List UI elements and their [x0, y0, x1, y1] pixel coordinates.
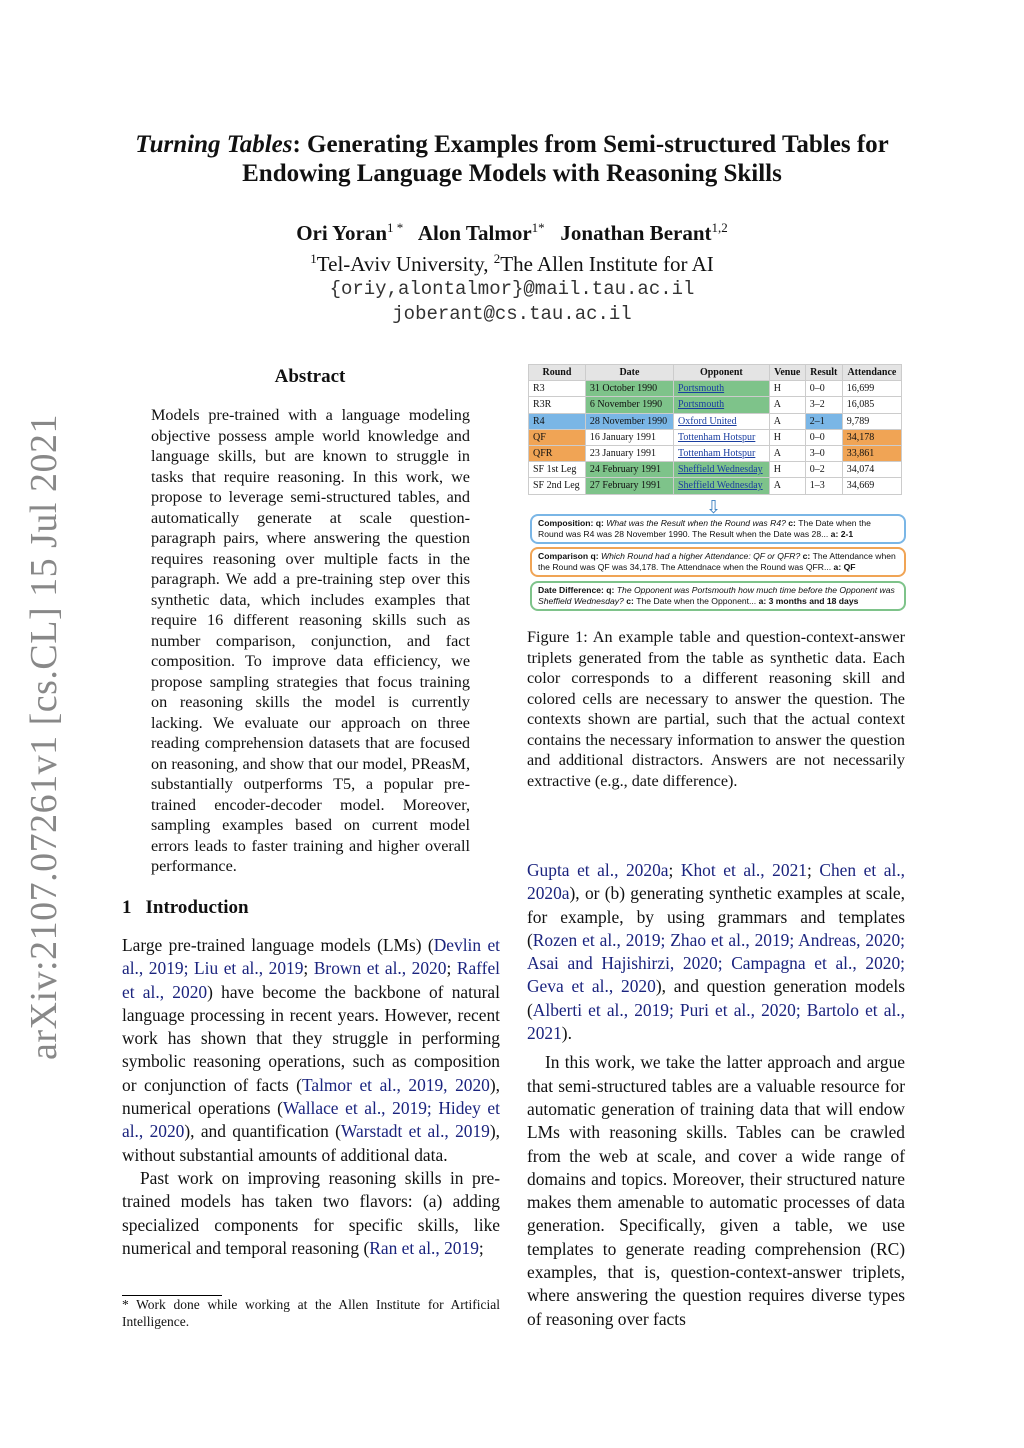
table-row [529, 397, 902, 413]
email-1[interactable]: {oriy,alontalmor}@mail.tau.ac.il [329, 278, 695, 300]
aff1-sup: 1 [310, 251, 317, 266]
affiliations [100, 246, 924, 277]
table-cell: 1–3 [805, 478, 842, 494]
table-header-cell: Attendance [842, 365, 901, 381]
table-cell: 3–2 [805, 397, 842, 413]
table-cell: 27 February 1991 [585, 478, 673, 494]
table-cell: H [769, 429, 805, 445]
table-cell: SF 1st Leg [529, 462, 586, 478]
table-cell: A [769, 397, 805, 413]
qbox-text: Comparison [538, 551, 589, 561]
table-cell: 34,074 [842, 462, 901, 478]
qbox-text: Which Round had a higher Attendance: QF or QFR? [601, 551, 801, 561]
aff1: Tel-Aviv University, [316, 252, 494, 276]
citation-link[interactable]: Khot et al., 2021 [680, 860, 807, 880]
table-cell: 9,789 [842, 413, 901, 429]
table-header-cell: Result [805, 365, 842, 381]
table-cell: R3R [529, 397, 586, 413]
table-cell: A [769, 413, 805, 429]
qbox-text: c: [623, 596, 637, 606]
author-3: Jonathan Berant [560, 221, 712, 245]
table-cell [674, 462, 770, 478]
down-arrow-icon: ⇩ [706, 497, 722, 518]
table-cell: 0–0 [805, 381, 842, 397]
figure-caption: Figure 1: An example table and question-context-answer triplets generated from the table as synthetic data. Each color corresponds to a different reasoning skill and colored cells are necessary to answer the question. The contexts shown are partial, such that the actual context contains the necessary information to answer the question and additional distractors. Answers are not necessarily extractive (e.g., date difference). [527, 628, 905, 790]
table-cell: 0–0 [805, 429, 842, 445]
section-number: 1 [122, 897, 132, 918]
table-cell: 0–2 [805, 462, 842, 478]
table-cell: SF 2nd Leg [529, 478, 586, 494]
citation-link[interactable]: Wallace et al., 2019; Hidey et al., 2020 [122, 1098, 500, 1142]
table-cell: 16,699 [842, 381, 901, 397]
aff2: The Allen Institute for AI [500, 252, 714, 276]
arxiv-identifier: arXiv:2107.07261v1 [cs.CL] 15 Jul 2021 [23, 414, 65, 1060]
title-rest: : Generating Examples from Semi-structured Tables for Endowing Language Models with Reasoning Skills [242, 131, 889, 187]
qbox-text: The Opponent was Portsmouth how much time before the Opponent was Sheffield Wednesday? [538, 585, 895, 606]
question-box [530, 514, 906, 544]
intro-paragraph-1: Large pre-trained language models (LMs) (Devlin et al., 2019; Liu et al., 2019; Brown et al., 2020; Raffel et al., 2020) have become the backbone of natural language processing in recent years. However, recent work has shown that they struggle in performing symbolic reasoning operations, such as composition or conjunction of facts (Talmor et al., 2019, 2020), numerical operations (Wallace et al., 2019; Hidey et al., 2020), and quantification (Warstadt et al., 2019), without substantial amounts of additional data. [122, 935, 501, 1165]
footnote: * Work done while working at the Allen Institute for Artificial Intelligence. [122, 1297, 500, 1329]
table-cell: 33,861 [842, 445, 901, 461]
table-cell: 3–0 [805, 445, 842, 461]
table-cell: 34,669 [842, 478, 901, 494]
table-cell: 16 January 1991 [585, 429, 673, 445]
qbox-text: The Date when the Round was R4 was 28 November 1990. The Result when the Date was 28... [538, 518, 871, 539]
section-heading [122, 897, 249, 919]
qbox-text: a: QF [833, 562, 856, 572]
question-box [530, 547, 906, 577]
col2-paragraph-1: Gupta et al., 2020a; Khot et al., 2021; Chen et al., 2020a), or (b) generating synthetic examples at scale, for example, by using grammars and templates (Rozen et al., 2019; Zhao et al., 2019; Andreas, 2020; Asai and Hajishirzi, 2020; Campagna et al., 2020; Geva et al., 2020), and question generation models (Alberti et al., 2019; Puri et al., 2020; Bartolo et al., 2021). [527, 860, 906, 1044]
abstract-heading: Abstract [274, 366, 346, 387]
qbox-text: What was the Result when the Round was R4? [606, 518, 786, 528]
opponent-link[interactable]: Tottenham Hotspur [678, 431, 756, 443]
qbox-text: a: 3 months and 18 days [758, 596, 859, 606]
paper-title [100, 130, 924, 188]
left-column-body [122, 934, 500, 1260]
qbox-text: c: [785, 518, 799, 528]
author-1-sup: 1 * [387, 220, 404, 235]
author-2-sup: 1* [531, 220, 545, 235]
author-1: Ori Yoran [296, 221, 388, 245]
citation-link[interactable]: Devlin et al., 2019; Liu et al., 2019 [122, 935, 500, 979]
citation-link[interactable]: Alberti et al., 2019; Puri et al., 2020; Bartolo et al., 2021 [527, 999, 905, 1044]
opponent-link[interactable]: Oxford United [678, 415, 737, 427]
section-title: Introduction [145, 897, 249, 918]
aff2-sup: 2 [493, 251, 501, 266]
table-header-cell: Opponent [674, 365, 770, 381]
table-cell: R4 [529, 413, 586, 429]
qbox-text: The Attendance when the Round was QF was 34,178. The Attendnace when the Round was QFR... [538, 551, 896, 572]
opponent-link[interactable]: Portsmouth [678, 383, 725, 395]
author-block [100, 215, 924, 327]
email-2[interactable]: joberant@cs.tau.ac.il [392, 303, 632, 325]
table-row [529, 478, 902, 494]
table-cell [674, 381, 770, 397]
table-cell [674, 397, 770, 413]
example-table [528, 364, 902, 495]
qbox-text: Date Difference: [538, 585, 604, 595]
table-cell: QFR [529, 445, 586, 461]
table-cell: 16,085 [842, 397, 901, 413]
qbox-text: Composition: [538, 518, 594, 528]
opponent-link[interactable]: Sheffield Wednesday [678, 480, 763, 492]
table-header-row [529, 365, 902, 381]
table-header-cell: Date [585, 365, 673, 381]
opponent-link[interactable]: Portsmouth [678, 399, 725, 411]
qbox-text: c: [800, 551, 813, 561]
table-row [529, 429, 902, 445]
citation-link[interactable]: Raffel et al., 2020 [122, 958, 500, 1002]
table-cell: 23 January 1991 [585, 445, 673, 461]
qbox-text: q: [603, 585, 617, 595]
title-italic: Turning Tables [135, 131, 293, 158]
table-cell [674, 429, 770, 445]
abstract-text: Models pre-trained with a language modeling objective possess ample world knowledge and language skills, but are known to struggle in tasks that require reasoning. In this work, we propose to leverage semi-structured tables, and automatically generate at scale question-paragraph pairs, where answering the question requires reasoning over multiple facts in the paragraph. We add a pre-training step over this synthetic data, which includes examples that require 16 different reasoning skills such as number comparison, conjunction, and fact composition. To improve data efficiency, we propose sampling strategies that focus training on reasoning skills the model is currently lacking. We evaluate our approach on three reading comprehension datasets that are focused on reasoning, and show that our model, PReasM, substantially outperforms T5, a popular pre-trained encoder-decoder model. Moreover, sampling examples based on current model errors leads to faster training and higher overall performance. [151, 406, 470, 875]
opponent-link[interactable]: Sheffield Wednesday [678, 464, 763, 476]
author-2: Alon Talmor [417, 221, 532, 245]
qbox-text: The Date when the Opponent... [636, 596, 759, 606]
citation-link[interactable]: Gupta et al., 2020a [527, 860, 669, 880]
table-cell: 2–1 [805, 413, 842, 429]
table-body [529, 381, 902, 494]
table-cell [674, 478, 770, 494]
table-cell: R3 [529, 381, 586, 397]
table-cell: 6 November 1990 [585, 397, 673, 413]
table-row [529, 445, 902, 461]
table-cell: H [769, 462, 805, 478]
author-3-sup: 1,2 [711, 220, 728, 235]
qbox-text: a: 2-1 [830, 529, 854, 539]
citation-link[interactable]: Rozen et al., 2019; Zhao et al., 2019; Andreas, 2020; Asai and Hajishirzi, 2020; Campagna et al., 2020; Geva et al., 2020 [527, 929, 905, 997]
intro-paragraph-2: Past work on improving reasoning skills in pre-trained models has taken two flavors: (a) adding specialized components for specific skills, like numerical and temporal reasoning (Ran et al., 2019; [122, 1167, 500, 1258]
table-cell: 31 October 1990 [585, 381, 673, 397]
table-row [529, 462, 902, 478]
citation-link[interactable]: Brown et al., 2020 [313, 958, 447, 979]
citation-link[interactable]: Talmor et al., 2019, 2020 [301, 1074, 490, 1095]
figure-1 [528, 364, 902, 606]
table-cell: QF [529, 429, 586, 445]
citation-link[interactable]: Chen et al., 2020a [527, 860, 906, 904]
opponent-link[interactable]: Tottenham Hotspur [678, 448, 756, 460]
table-row [529, 381, 902, 397]
question-box [530, 581, 906, 611]
col2-paragraph-2: In this work, we take the latter approach and argue that semi-structured tables are a valuable resource for automatic generation of training data that will endow LMs with reasoning skills. Tables can be crawled from the web at scale, and cover a wide range of domains and topics. Moreover, their structured nature makes them amenable to automatic processes of data generation. Specifically, given a table, we use templates to generate reading comprehension (RC) examples, that is, question-context-answer triplets, where answering the question requires diverse types of reasoning over facts [527, 1052, 905, 1329]
table-row [529, 413, 902, 429]
table-cell [674, 413, 770, 429]
citation-link[interactable]: Ran et al., 2019 [369, 1237, 479, 1258]
table-cell [674, 445, 770, 461]
qbox-text: q: [593, 518, 607, 528]
qbox-text: q: [588, 551, 602, 561]
table-cell: A [769, 445, 805, 461]
citation-link[interactable]: Warstadt et al., 2019 [340, 1121, 490, 1142]
table-cell: 28 November 1990 [585, 413, 673, 429]
table-cell: H [769, 381, 805, 397]
table-header-cell: Round [529, 365, 586, 381]
table-cell: 24 February 1991 [585, 462, 673, 478]
table-cell: A [769, 478, 805, 494]
table-cell: 34,178 [842, 429, 901, 445]
right-column-body [527, 859, 905, 1331]
table-header-cell: Venue [769, 365, 805, 381]
author-names [100, 215, 924, 246]
